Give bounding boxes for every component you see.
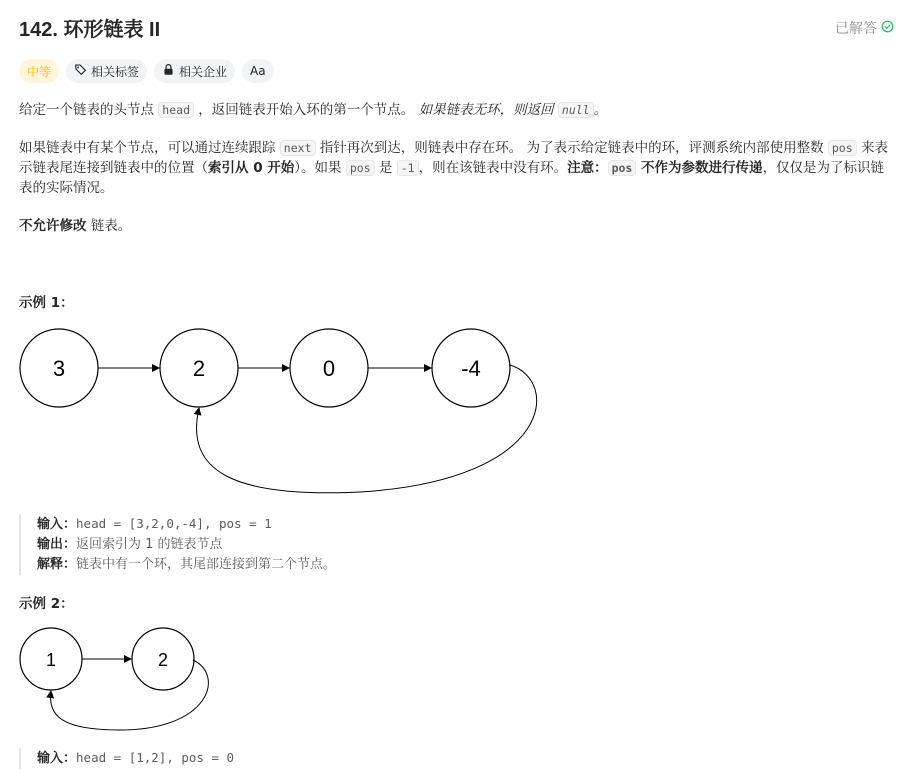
tag-bar: [19, 59, 274, 83]
example-2-linked-list-diagram: [0, 620, 260, 740]
node-value: 2: [157, 650, 169, 670]
solved-status-label: 已解答: [835, 21, 877, 37]
related-companies-button[interactable]: [154, 59, 235, 83]
text: 。: [593, 102, 608, 118]
explanation-label: 解释：: [37, 557, 77, 572]
inline-code: -1: [397, 160, 419, 176]
text: ，则在该链表中没有环。: [418, 160, 568, 176]
emphasis-text: [419, 102, 608, 118]
node-value: -4: [461, 356, 481, 381]
example-1-io-block: [19, 514, 336, 575]
input-value: head = [3,2,0,-4], pos = 1: [76, 516, 272, 531]
bold-text: 索引从 0 开始: [208, 160, 295, 176]
bold-text: 不作为参数进行传递: [636, 160, 763, 176]
text: ，仅仅是为了标识链表的实际情况。: [19, 160, 885, 196]
text: 如果链表中有某个节点，可以通过连续跟踪: [19, 140, 280, 156]
problem-title: 142. 环形链表 II: [19, 19, 161, 41]
node-value: 2: [192, 356, 206, 381]
example-2-title: 示例 2：: [19, 596, 74, 612]
example-input-row: [37, 514, 336, 535]
inline-code: next: [280, 140, 316, 156]
description-paragraph-2: [19, 138, 889, 198]
related-companies-label: 相关企业: [179, 64, 228, 79]
solved-status: [835, 18, 894, 38]
example-explanation-row: [37, 555, 336, 575]
related-tags-label: 相关标签: [91, 64, 140, 79]
node-value: 0: [322, 356, 336, 381]
translate-icon: Aa: [250, 64, 266, 78]
output-value: 返回索引为 1 的链表节点: [76, 537, 223, 552]
text: 给定一个链表的头节点: [19, 102, 159, 118]
bold-text: 注意：: [567, 160, 608, 176]
inline-code: pos: [608, 160, 637, 176]
text: 链表。: [86, 218, 132, 234]
inline-code: null: [558, 102, 594, 118]
related-tags-button[interactable]: [66, 59, 147, 83]
text: ，返回链表开始入环的第一个节点。: [194, 102, 419, 118]
translate-button[interactable]: [242, 59, 274, 83]
description-paragraph-1: [19, 100, 889, 120]
example-input-row: [37, 748, 234, 769]
description-paragraph-3: [19, 216, 889, 236]
input-label: 输入：: [37, 517, 77, 532]
bold-text: 不允许修改: [19, 218, 87, 234]
text: ）。如果: [294, 160, 346, 176]
text: 来表示链表尾连接到链表中的位置（: [19, 140, 888, 176]
example-1-linked-list-diagram: [0, 320, 600, 500]
difficulty-label: 中等: [27, 64, 52, 79]
explanation-value: 链表中有一个环，其尾部连接到第二个节点。: [76, 557, 337, 572]
input-label: 输入：: [37, 751, 77, 766]
text: 是: [374, 160, 397, 176]
node-value: 1: [45, 650, 57, 670]
inline-code: pos: [346, 160, 375, 176]
inline-code: head: [158, 102, 194, 118]
text: 如果链表无环，则返回: [418, 102, 558, 118]
output-label: 输出：: [37, 537, 77, 552]
lock-icon: [162, 63, 175, 79]
example-2-io-block: [19, 748, 234, 769]
tag-icon: [74, 63, 87, 79]
node-value: 3: [52, 356, 66, 381]
example-1-title: 示例 1：: [19, 295, 74, 311]
inline-code: pos: [828, 140, 857, 156]
text: 指针再次到达，则链表中存在环。 为了表示给定链表中的环，评测系统内部使用整数: [315, 140, 828, 156]
input-value: head = [1,2], pos = 0: [76, 750, 235, 765]
difficulty-badge[interactable]: [19, 59, 59, 83]
example-output-row: [37, 535, 336, 555]
check-circle-icon: [881, 20, 894, 37]
